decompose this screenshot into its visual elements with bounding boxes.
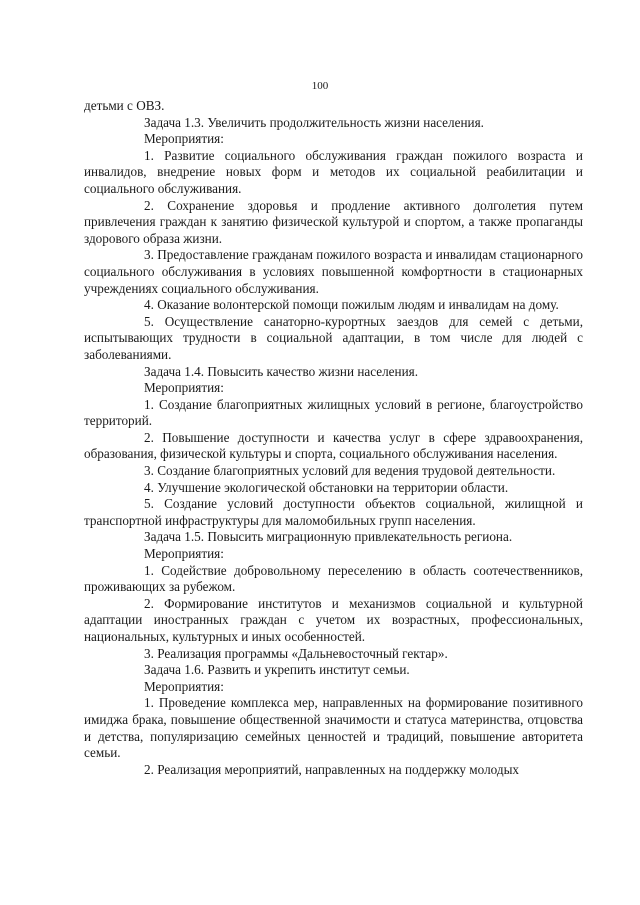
page-number: 100: [311, 80, 329, 92]
paragraph: 1. Содействие добровольному переселению в область соотечественников, проживающих за рубежом.: [84, 562, 583, 595]
paragraph: детьми с ОВЗ.: [84, 98, 165, 113]
paragraph: 5. Осуществление санаторно-курортных заездов для семей с детьми, испытывающих трудности в социальной адаптации, в том числе для людей с заболеваниями.: [84, 313, 583, 362]
paragraph: Задача 1.4. Повысить качество жизни населения.: [144, 363, 419, 379]
paragraph: 3. Реализация программы «Дальневосточный гектар».: [144, 645, 448, 661]
paragraph: Мероприятия:: [144, 380, 224, 396]
paragraph: 2. Повышение доступности и качества услуг в сфере здравоохранения, образования, физической культуры и спорта, социального обслуживания населения.: [84, 429, 583, 462]
document-body: [84, 98, 583, 778]
paragraph: 2. Реализация мероприятий, направленных на поддержку молодых: [144, 761, 520, 777]
paragraph: 5. Создание условий доступности объектов социальной, жилищной и транспортной инфраструктуры для маломобильных групп населения.: [84, 496, 583, 528]
paragraph: Задача 1.6. Развить и укрепить институт семьи.: [144, 662, 410, 678]
paragraph: 1. Развитие социального обслуживания граждан пожилого возраста и инвалидов, внедрение новых форм и методов их социальной реабилитации и социального обслуживания.: [84, 147, 583, 196]
paragraph: Задача 1.5. Повысить миграционную привлекательность региона.: [144, 529, 513, 545]
paragraph: 4. Улучшение экологической обстановки на территории области.: [144, 479, 509, 495]
paragraph: Задача 1.3. Увеличить продолжительность жизни населения.: [144, 114, 484, 130]
paragraph: 3. Предоставление гражданам пожилого возраста и инвалидам стационарного социального обслуживания в условиях повышенной комфортности в стационарных учреждениях социального обслуживания.: [84, 247, 583, 296]
paragraph: Мероприятия:: [144, 131, 224, 147]
paragraph: 3. Создание благоприятных условий для ведения трудовой деятельности.: [144, 463, 556, 479]
paragraph: 2. Сохранение здоровья и продление активного долголетия путем привлечения граждан к занятию физической культурой и спортом, а также пропаганды здорового образа жизни.: [84, 197, 583, 246]
paragraph: 4. Оказание волонтерской помощи пожилым людям и инвалидам на дому.: [144, 297, 559, 313]
paragraph: 1. Создание благоприятных жилищных условий в регионе, благоустройство территорий.: [84, 396, 583, 429]
paragraph: 2. Формирование институтов и механизмов социальной и культурной адаптации иностранных граждан с учетом их возрастных, профессиональных, национальных, культурных и иных особенностей.: [84, 595, 583, 644]
paragraph: Мероприятия:: [144, 546, 224, 562]
paragraph: 1. Проведение комплекса мер, направленных на формирование позитивного имиджа брака, повышение общественной значимости и статуса материнства, отцовства и детства, популяризацию семейных ценностей и традиций, повышение авторитета семьи.: [84, 695, 583, 761]
paragraph: Мероприятия:: [144, 678, 224, 694]
